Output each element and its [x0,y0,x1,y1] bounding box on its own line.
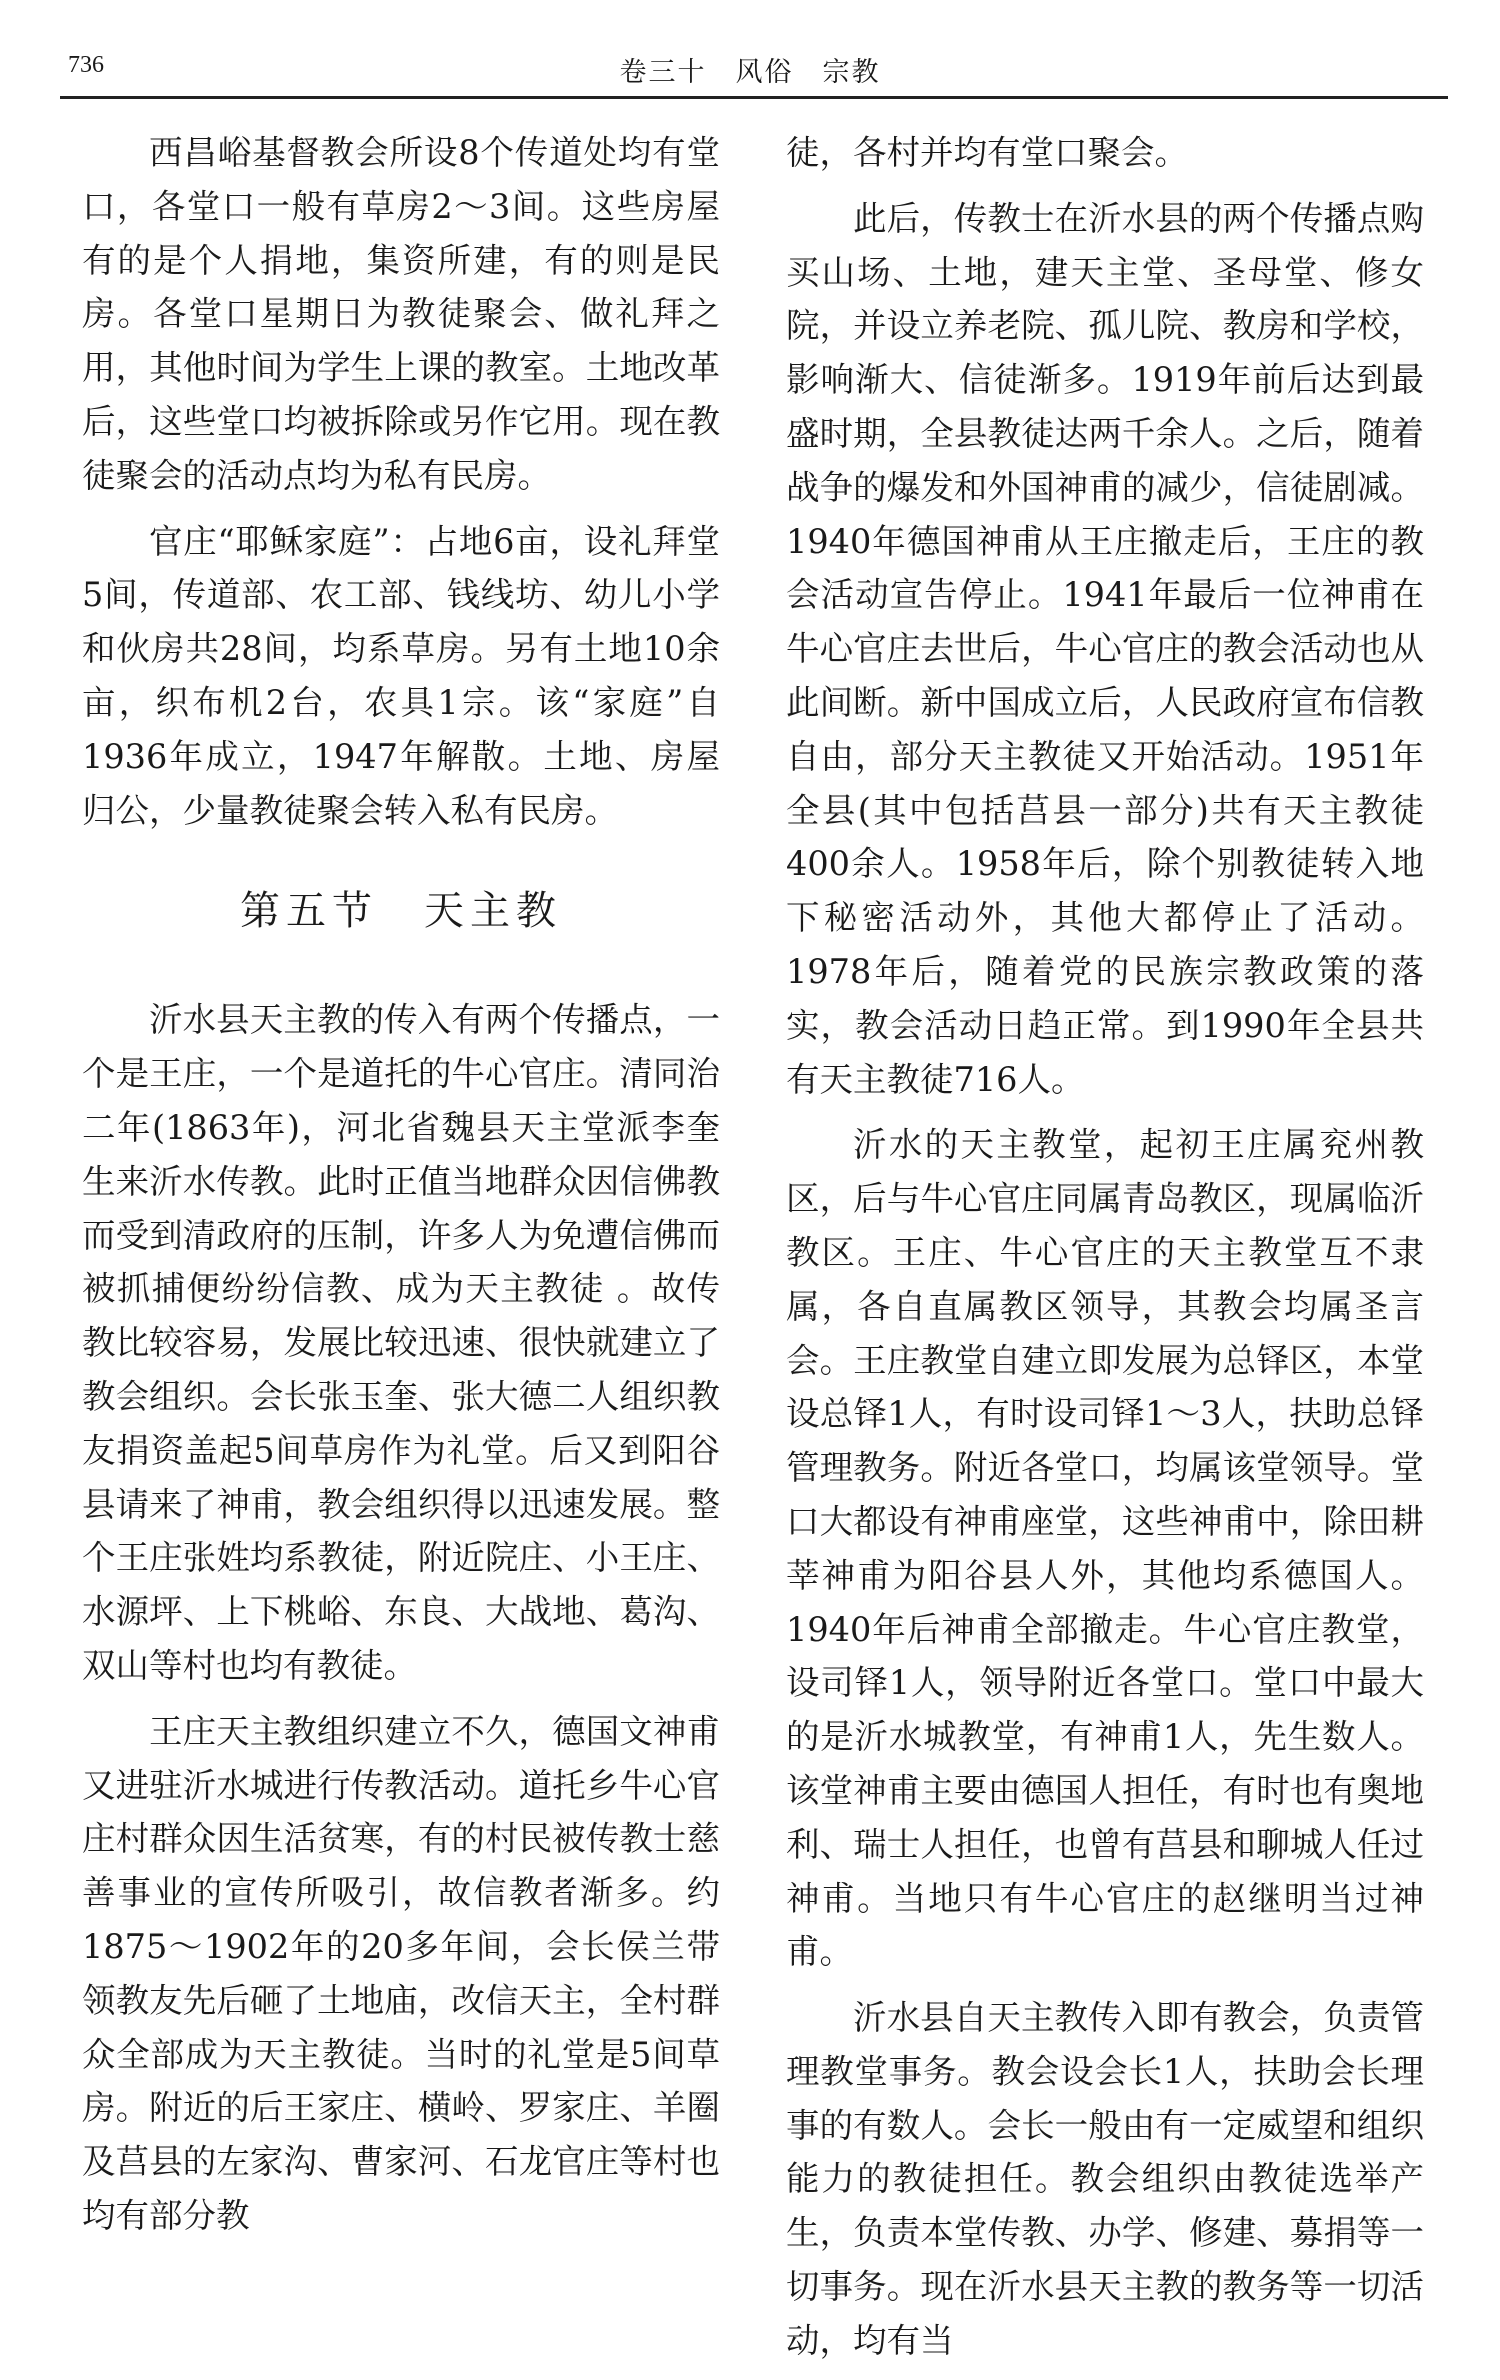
page-number: 736 [68,52,104,78]
paragraph: 沂水县自天主教传入即有教会，负责管理教堂事务。教会设会长1人，扶助会长理事的有数人。会长一般由有一定威望和组织能力的教徒担任。教会组织由教徒选举产生，负责本堂传教、办学、修建、募捐等一切事务。现在沂水县天主教的教务等一切活动，均有当 [786,1998,1424,2360]
section-number: 第五节 [240,888,378,935]
section-title [82,881,720,941]
header-rule [60,96,1448,99]
paragraph: 沂水县天主教的传入有两个传播点，一个是王庄，一个是道托的牛心官庄。清同治二年(1863年)，河北省魏县天主堂派李奎生来沂水传教。此时正值当地群众因信佛教而受到清政府的压制，许多人为免遭信佛而被抓捕便纷纷信教、成为天主教徒 。故传教比较容易，发展比较迅速、很快就建立了教会组织。会长张玉奎、张大德二人组织教友捐资盖起5间草房作为礼堂。后又到阳谷县请来了神甫，教会组织得以迅速发展。整个王庄张姓均系教徒，附近院庄、小王庄、水源坪、上下桃峪、东良、大战地、葛沟、双山等村也均有教徒。 [82,1000,720,1685]
paragraph: 沂水的天主教堂，起初王庄属兖州教区，后与牛心官庄同属青岛教区，现属临沂教区。王庄、牛心官庄的天主教堂互不隶属，各自直属教区领导，其教会均属圣言会。王庄教堂自建立即发展为总铎区，本堂设总铎1人，有时设司铎1～3人，扶助总铎管理教务。附近各堂口，均属该堂领导。堂口大都设有神甫座堂，这些神甫中，除田耕莘神甫为阳谷县人外，其他均系德国人。1940年后神甫全部撤走。牛心官庄教堂，设司铎1人，领导附近各堂口。堂口中最大的是沂水城教堂，有神甫1人，先生数人。该堂神甫主要由德国人担任，有时也有奥地利、瑞士人担任，也曾有莒县和聊城人任过神甫。当地只有牛心官庄的赵继明当过神甫。 [786,1125,1424,1972]
paragraph: 王庄天主教组织建立不久，德国文神甫又进驻沂水城进行传教活动。道托乡牛心官庄村群众因生活贫寒，有的村民被传教士慈善事业的宣传所吸引，故信教者渐多。约1875～1902年的20多年间，会长侯兰带领教友先后砸了土地庙，改信天主，全村群众全部成为天主教徒。当时的礼堂是5间草房。附近的后王家庄、横岭、罗家庄、羊圈及莒县的左家沟、曹家河、石龙官庄等村也均有部分教 [82,1711,720,2235]
right-column [786,126,1424,2380]
paragraph: 西昌峪基督教会所设8个传道处均有堂口，各堂口一般有草房2～3间。这些房屋有的是个人捐地，集资所建，有的则是民房。各堂口星期日为教徒聚会、做礼拜之用，其他时间为学生上课的教室。土地改革后，这些堂口均被拆除或另作它用。现在教徒聚会的活动点均为私有民房。 [82,133,720,495]
section-name: 天主教 [424,888,562,935]
paragraph: 官庄“耶稣家庭”：占地6亩，设礼拜堂5间，传道部、农工部、钱线坊、幼儿小学和伙房共28间，均系草房。另有土地10余亩，织布机2台，农具1宗。该“家庭”自1936年成立，1947年解散。土地、房屋归公，少量教徒聚会转入私有民房。 [82,521,720,830]
paragraph: 此后，传教士在沂水县的两个传播点购买山场、土地，建天主堂、圣母堂、修女院，并设立养老院、孤儿院、教房和学校，影响渐大、信徒渐多。1919年前后达到最盛时期，全县教徒达两千余人。之后，随着战争的爆发和外国神甫的减少，信徒剧减。1940年德国神甫从王庄撤走后，王庄的教会活动宣告停止。1941年最后一位神甫在牛心官庄去世后，牛心官庄的教会活动也从此间断。新中国成立后，人民政府宣布信教自由，部分天主教徒又开始活动。1951年全县(其中包括莒县一部分)共有天主教徒400余人。1958年后，除个别教徒转入地下秘密活动外，其他大都停止了活动。1978年后，随着党的民族宗教政策的落实，教会活动日趋正常。到1990年全县共有天主教徒716人。 [786,198,1424,1099]
running-head: 卷三十 风俗 宗教 [619,57,881,88]
left-column [82,126,720,2255]
paragraph-continued: 徒，各村并均有堂口聚会。 [786,133,1188,172]
